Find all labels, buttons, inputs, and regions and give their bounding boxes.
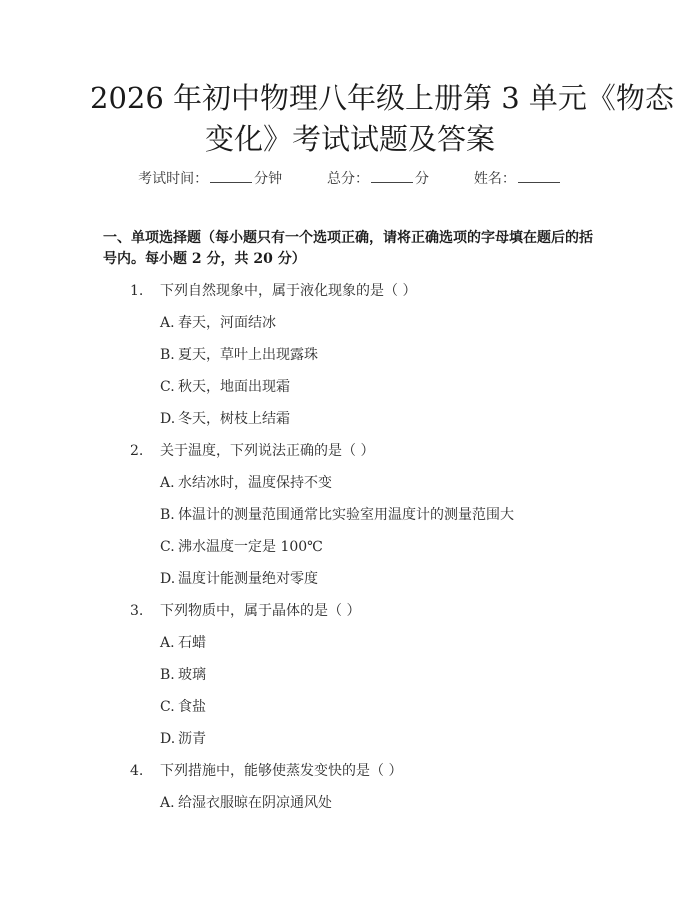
option-text: 玻璃 — [178, 667, 206, 683]
question-number: 2. — [130, 443, 144, 459]
question-number: 4. — [130, 763, 144, 779]
option-text: 温度计能测量绝对零度 — [178, 571, 318, 587]
option-text: 沸水温度一定是 100℃ — [178, 539, 323, 555]
exam-time-label: 考试时间： — [138, 171, 209, 187]
option-letter: D. — [160, 571, 176, 587]
option-text: 秋天，地面出现霜 — [178, 379, 290, 395]
section-heading-line-1: 一、单项选择题（每小题只有一个选项正确，请将正确选项的字母填在题后的括 — [103, 230, 593, 246]
page-title-line-2: 变化》考试试题及答案 — [204, 122, 495, 156]
section-heading-line-2: 号内。每小题 2 分，共 20 分） — [103, 251, 306, 267]
option-letter: B. — [160, 667, 175, 683]
option-text: 沥青 — [178, 731, 206, 747]
option-letter: A. — [160, 795, 175, 811]
option-letter: B. — [160, 347, 175, 363]
option-letter: D. — [160, 731, 176, 747]
option-letter: A. — [160, 475, 175, 491]
question-text: 下列自然现象中，属于液化现象的是（ ） — [160, 283, 417, 299]
option-text: 食盐 — [178, 699, 206, 715]
page-title-line-1: 2026 年初中物理八年级上册第 3 单元《物态 — [90, 81, 674, 115]
total-score-blank — [371, 169, 413, 183]
student-name-blank — [518, 169, 560, 183]
option-letter: C. — [160, 379, 175, 395]
question-number: 3. — [130, 603, 144, 619]
total-score-unit: 分 — [415, 171, 429, 187]
option-text: 体温计的测量范围通常比实验室用温度计的测量范围大 — [178, 507, 514, 523]
option-letter: C. — [160, 539, 175, 555]
exam-info-row — [0, 168, 700, 188]
option-letter: A. — [160, 635, 175, 651]
option-letter: A. — [160, 315, 175, 331]
total-score-label: 总分： — [327, 171, 369, 187]
option-text: 冬天，树枝上结霜 — [178, 411, 290, 427]
option-text: 夏天，草叶上出现露珠 — [178, 347, 318, 363]
option-text: 石蜡 — [178, 635, 206, 651]
option-text: 水结冰时，温度保持不变 — [178, 475, 332, 491]
question-text: 关于温度，下列说法正确的是（ ） — [160, 443, 375, 459]
exam-time-unit: 分钟 — [254, 171, 283, 187]
option-letter: C. — [160, 699, 175, 715]
option-text: 春天，河面结冰 — [178, 315, 276, 331]
option-letter: D. — [160, 411, 176, 427]
student-name-label: 姓名： — [473, 171, 516, 187]
option-text: 给湿衣服晾在阴凉通风处 — [178, 795, 332, 811]
option-letter: B. — [160, 507, 175, 523]
question-text: 下列措施中，能够使蒸发变快的是（ ） — [160, 763, 403, 779]
question-text: 下列物质中，属于晶体的是（ ） — [160, 603, 361, 619]
question-number: 1. — [130, 283, 144, 299]
exam-time-blank — [210, 169, 252, 183]
